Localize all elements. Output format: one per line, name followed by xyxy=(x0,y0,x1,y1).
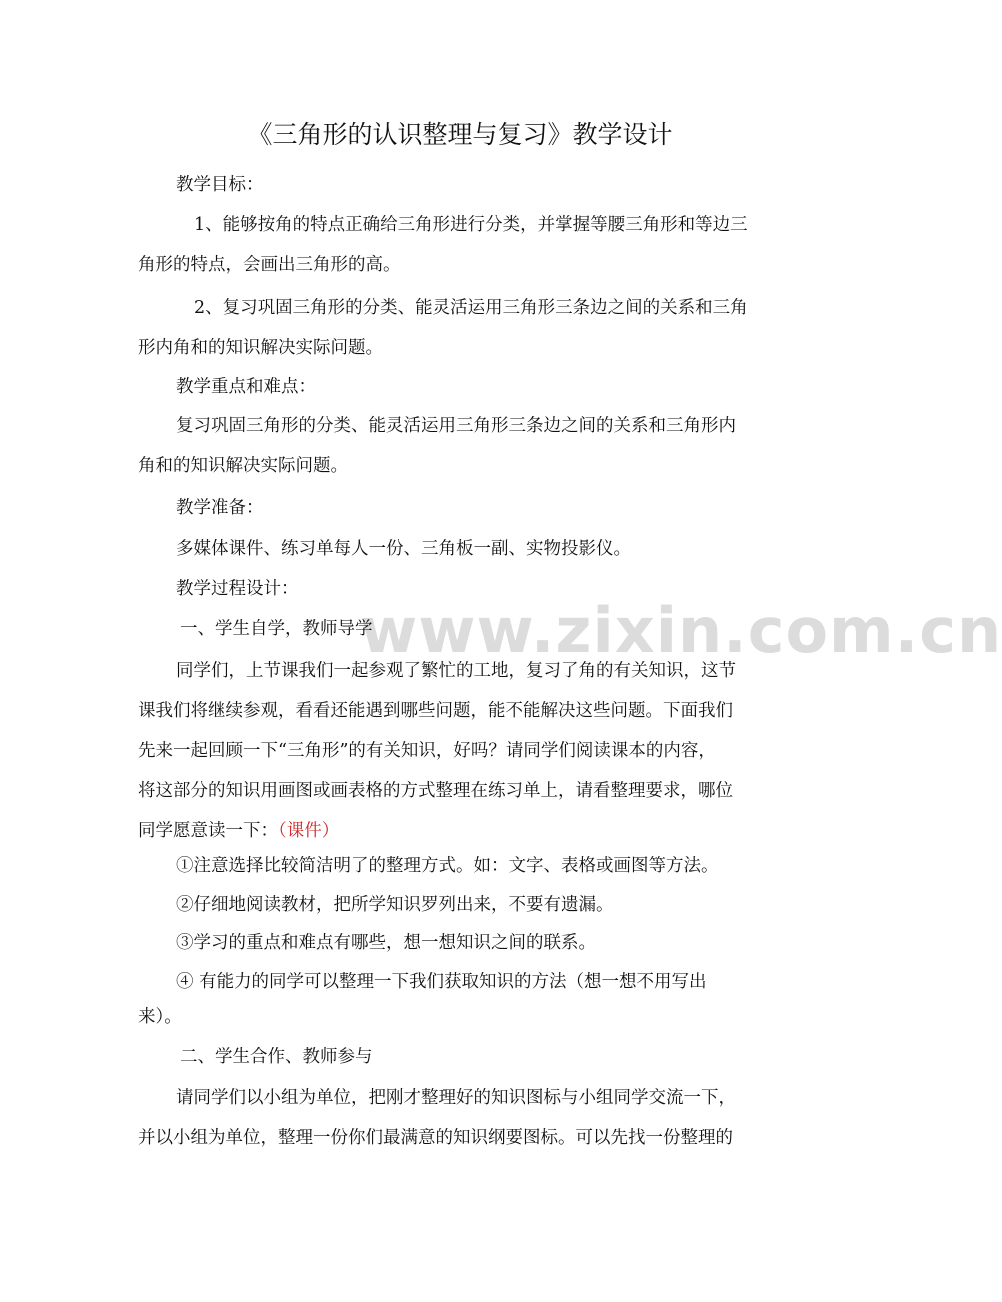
prep-heading: 教学准备： xyxy=(176,498,264,518)
goal1-line2: 角形的特点，会画出三角形的高。 xyxy=(138,255,401,275)
requirement-4-line2: 来）。 xyxy=(138,1007,182,1027)
s1-line4: 将这部分的知识用画图或画表格的方式整理在练习单上，请看整理要求，哪位 xyxy=(138,781,733,801)
key-line2: 角和的知识解决实际问题。 xyxy=(138,456,348,476)
process-heading: 教学过程设计： xyxy=(176,579,299,599)
s1-line1: 同学们，上节课我们一起参观了繁忙的工地，复习了角的有关知识，这节 xyxy=(176,661,736,681)
goal2-line1: 2、复习巩固三角形的分类、能灵活运用三角形三条边之间的关系和三角 xyxy=(194,298,748,318)
s1-line5 xyxy=(138,811,782,851)
s1-line3: 先来一起回顾一下“三角形”的有关知识，好吗？请同学们阅读课本的内容， xyxy=(138,741,716,761)
courseware-note: （课件） xyxy=(278,821,340,841)
section1-heading: 一、学生自学，教师导学 xyxy=(180,619,373,639)
goal1-line1: 1、能够按角的特点正确给三角形进行分类，并掌握等腰三角形和等边三 xyxy=(194,215,748,235)
goals-heading: 教学目标： xyxy=(176,175,264,195)
requirement-3: ③学习的重点和难点有哪些，想一想知识之间的联系。 xyxy=(176,933,596,953)
key-heading: 教学重点和难点： xyxy=(176,377,316,397)
prep-text: 多媒体课件、练习单每人一份、三角板一副、实物投影仪。 xyxy=(176,539,631,559)
key-line1: 复习巩固三角形的分类、能灵活运用三角形三条边之间的关系和三角形内 xyxy=(176,416,736,436)
requirement-1: ①注意选择比较简洁明了的整理方式。如：文字、表格或画图等方法。 xyxy=(176,856,719,876)
s2-line2: 并以小组为单位，整理一份你们最满意的知识纲要图标。可以先找一份整理的 xyxy=(138,1128,733,1148)
s1-line2: 课我们将继续参观，看看还能遇到哪些问题，能不能解决这些问题。下面我们 xyxy=(138,701,733,721)
section2-heading: 二、学生合作、教师参与 xyxy=(180,1047,373,1067)
requirement-4-line1: ④ 有能力的同学可以整理一下我们获取知识的方法（想一想不用写出 xyxy=(176,972,707,992)
goal2-line2: 形内角和的知识解决实际问题。 xyxy=(138,338,383,358)
s2-line1: 请同学们以小组为单位，把刚才整理好的知识图标与小组同学交流一下， xyxy=(176,1088,736,1108)
document-title: 《三角形的认识整理与复习》教学设计 xyxy=(247,120,673,149)
requirement-2: ②仔细地阅读教材，把所学知识罗列出来，不要有遗漏。 xyxy=(176,895,614,915)
watermark: www.zixin.com.cn xyxy=(360,594,1002,667)
s1-line5-text: 同学愿意读一下： xyxy=(138,821,278,841)
